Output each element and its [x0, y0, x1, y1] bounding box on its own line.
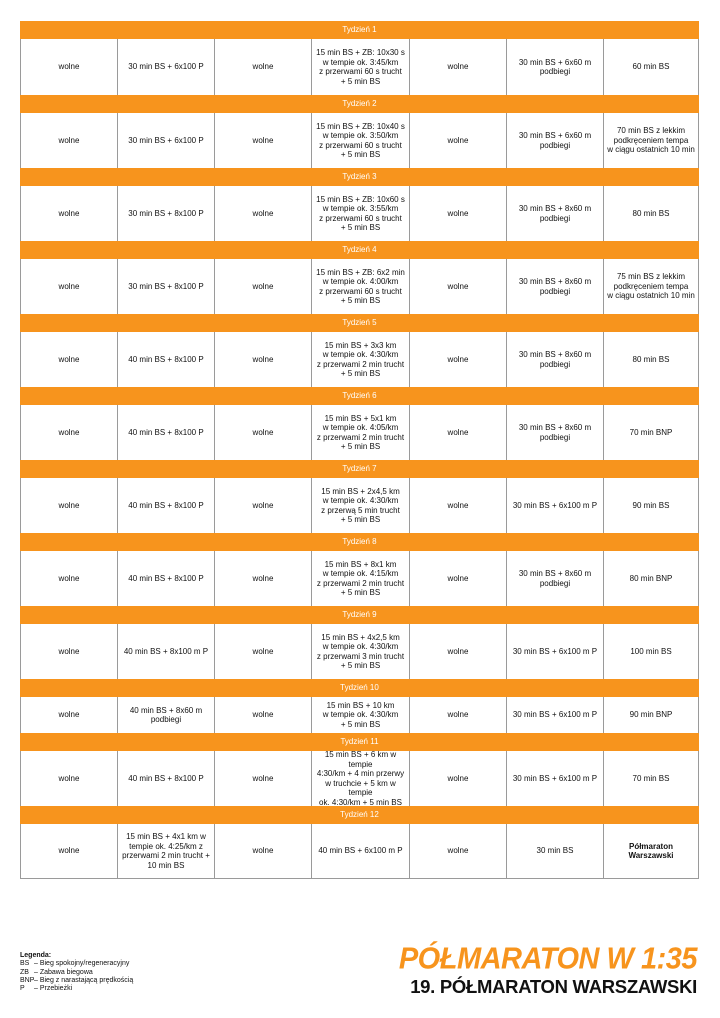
week-row	[20, 824, 699, 879]
day-cell: 30 min BS + 8x60 m podbiegi	[507, 332, 604, 387]
day-cell: wolne	[21, 624, 118, 679]
day-cell: 30 min BS + 6x60 m podbiegi	[507, 113, 604, 168]
day-cell: wolne	[410, 332, 507, 387]
day-cell: wolne	[410, 697, 507, 733]
legend-desc: – Przebieżki	[34, 985, 73, 993]
day-cell: 80 min BS	[604, 332, 699, 387]
day-cell: wolne	[410, 751, 507, 806]
day-cell: 15 min BS + 10 km w tempie ok. 4:30/km + 5 min BS	[312, 697, 410, 733]
day-cell: 15 min BS + 4x2,5 km w tempie ok. 4:30/km z przerwami 3 min trucht + 5 min BS	[312, 624, 410, 679]
day-cell: Półmaraton Warszawski	[604, 824, 699, 878]
day-cell: 70 min BS z lekkim podkręceniem tempa w ciągu ostatnich 10 min	[604, 113, 699, 168]
day-cell: 30 min BS + 6x100 m P	[507, 697, 604, 733]
day-cell: 30 min BS + 8x100 P	[118, 186, 215, 241]
legend-item	[20, 985, 133, 993]
legend	[20, 952, 133, 993]
week-header: Tydzień 3	[20, 168, 699, 186]
week-header: Tydzień 1	[20, 21, 699, 39]
day-cell: wolne	[215, 478, 312, 533]
day-cell: wolne	[21, 824, 118, 878]
legend-desc: – Zabawa biegowa	[34, 968, 93, 976]
day-cell: wolne	[21, 113, 118, 168]
day-cell: wolne	[410, 624, 507, 679]
week-header: Tydzień 10	[20, 679, 699, 697]
day-cell: wolne	[21, 405, 118, 460]
day-cell: 90 min BS	[604, 478, 699, 533]
week-row	[20, 39, 699, 95]
day-cell: 15 min BS + 2x4,5 km w tempie ok. 4:30/km z przerwą 5 min trucht + 5 min BS	[312, 478, 410, 533]
day-cell: 75 min BS z lekkim podkręceniem tempa w ciągu ostatnich 10 min	[604, 259, 699, 314]
day-cell: wolne	[410, 259, 507, 314]
week-row	[20, 259, 699, 314]
day-cell: 40 min BS + 8x100 P	[118, 405, 215, 460]
week-row	[20, 697, 699, 733]
brand-block	[399, 942, 697, 998]
week-row	[20, 624, 699, 679]
day-cell: wolne	[21, 332, 118, 387]
day-cell: wolne	[215, 824, 312, 878]
day-cell: 15 min BS + ZB: 10x30 s w tempie ok. 3:45/km z przerwami 60 s trucht + 5 min BS	[312, 39, 410, 95]
legend-abbr: BNP	[20, 976, 35, 984]
day-cell: 30 min BS + 8x100 P	[118, 259, 215, 314]
day-cell: 40 min BS + 8x100 P	[118, 551, 215, 606]
week-row	[20, 332, 699, 387]
day-cell: wolne	[21, 751, 118, 806]
day-cell: wolne	[215, 551, 312, 606]
week-header: Tydzień 9	[20, 606, 699, 624]
week-row	[20, 751, 699, 806]
week-row	[20, 551, 699, 606]
day-cell: wolne	[215, 39, 312, 95]
legend-abbr: BS	[20, 960, 30, 968]
legend-item	[20, 977, 133, 985]
week-header: Tydzień 4	[20, 241, 699, 259]
day-cell: 70 min BNP	[604, 405, 699, 460]
day-cell: wolne	[410, 478, 507, 533]
day-cell: wolne	[410, 824, 507, 878]
brand-subtitle: 19. PÓŁMARATON WARSZAWSKI	[410, 976, 697, 997]
day-cell: 90 min BNP	[604, 697, 699, 733]
day-cell: wolne	[410, 551, 507, 606]
legend-abbr: P	[20, 985, 25, 993]
week-header: Tydzień 7	[20, 460, 699, 478]
day-cell: wolne	[410, 186, 507, 241]
week-header: Tydzień 8	[20, 533, 699, 551]
day-cell: wolne	[215, 113, 312, 168]
day-cell: 40 min BS + 8x100 m P	[118, 624, 215, 679]
day-cell: 40 min BS + 8x100 P	[118, 478, 215, 533]
day-cell: 60 min BS	[604, 39, 699, 95]
day-cell: wolne	[215, 332, 312, 387]
day-cell: 30 min BS + 6x100 m P	[507, 478, 604, 533]
day-cell: wolne	[21, 39, 118, 95]
week-row	[20, 113, 699, 168]
day-cell: 15 min BS + ZB: 6x2 min w tempie ok. 4:00/km z przerwami 60 s trucht + 5 min BS	[312, 259, 410, 314]
day-cell: wolne	[215, 751, 312, 806]
day-cell: wolne	[21, 186, 118, 241]
day-cell: wolne	[410, 113, 507, 168]
day-cell: 70 min BS	[604, 751, 699, 806]
day-cell: 30 min BS + 6x100 m P	[507, 751, 604, 806]
day-cell: wolne	[410, 39, 507, 95]
day-cell: 30 min BS + 8x60 m podbiegi	[507, 186, 604, 241]
day-cell: wolne	[215, 259, 312, 314]
week-header: Tydzień 11	[20, 733, 699, 751]
day-cell: 30 min BS + 8x60 m podbiegi	[507, 259, 604, 314]
day-cell: 15 min BS + ZB: 10x60 s w tempie ok. 3:55/km z przerwami 60 s trucht + 5 min BS	[312, 186, 410, 241]
day-cell: 80 min BS	[604, 186, 699, 241]
day-cell: 15 min BS + 8x1 km w tempie ok. 4:15/km z przerwami 2 min trucht + 5 min BS	[312, 551, 410, 606]
day-cell: 30 min BS + 6x100 m P	[507, 624, 604, 679]
week-row	[20, 405, 699, 460]
day-cell: 30 min BS + 6x60 m podbiegi	[507, 39, 604, 95]
brand-title: PÓŁMARATON W 1:35	[398, 942, 697, 976]
week-row	[20, 478, 699, 533]
day-cell: 30 min BS	[507, 824, 604, 878]
day-cell: 30 min BS + 8x60 m podbiegi	[507, 405, 604, 460]
day-cell: wolne	[21, 478, 118, 533]
day-cell: wolne	[215, 624, 312, 679]
day-cell: 100 min BS	[604, 624, 699, 679]
day-cell: 30 min BS + 6x100 P	[118, 39, 215, 95]
day-cell: 40 min BS + 8x100 P	[118, 332, 215, 387]
day-cell: 15 min BS + 4x1 km w tempie ok. 4:25/km z przerwami 2 min trucht + 10 min BS	[118, 824, 215, 878]
legend-item	[20, 969, 133, 977]
day-cell: wolne	[215, 697, 312, 733]
day-cell: wolne	[215, 186, 312, 241]
day-cell: 15 min BS + 3x3 km w tempie ok. 4:30/km z przerwami 2 min trucht + 5 min BS	[312, 332, 410, 387]
day-cell: wolne	[21, 259, 118, 314]
day-cell: 40 min BS + 8x60 m podbiegi	[118, 697, 215, 733]
day-cell: 15 min BS + ZB: 10x40 s w tempie ok. 3:50/km z przerwami 60 s trucht + 5 min BS	[312, 113, 410, 168]
day-cell: wolne	[410, 405, 507, 460]
day-cell: 40 min BS + 8x100 P	[118, 751, 215, 806]
legend-desc: – Bieg z narastającą prędkością	[34, 976, 134, 984]
day-cell: wolne	[215, 405, 312, 460]
day-cell: wolne	[21, 551, 118, 606]
day-cell: wolne	[21, 697, 118, 733]
day-cell: 40 min BS + 6x100 m P	[312, 824, 410, 878]
day-cell: 15 min BS + 6 km w tempie 4:30/km + 4 min przerwy w truchcie + 5 km w tempie ok. 4:30/km + 5 min BS	[312, 751, 410, 806]
legend-item	[20, 960, 133, 968]
legend-title: Legenda:	[20, 952, 52, 959]
week-header: Tydzień 2	[20, 95, 699, 113]
day-cell: 80 min BNP	[604, 551, 699, 606]
week-header: Tydzień 6	[20, 387, 699, 405]
week-header: Tydzień 12	[20, 806, 699, 824]
training-plan-table	[20, 21, 699, 879]
day-cell: 30 min BS + 8x60 m podbiegi	[507, 551, 604, 606]
legend-abbr: ZB	[20, 968, 29, 976]
day-cell: 15 min BS + 5x1 km w tempie ok. 4:05/km z przerwami 2 min trucht + 5 min BS	[312, 405, 410, 460]
week-header: Tydzień 5	[20, 314, 699, 332]
legend-desc: – Bieg spokojny/regeneracyjny	[34, 960, 130, 968]
week-row	[20, 186, 699, 241]
day-cell: 30 min BS + 6x100 P	[118, 113, 215, 168]
